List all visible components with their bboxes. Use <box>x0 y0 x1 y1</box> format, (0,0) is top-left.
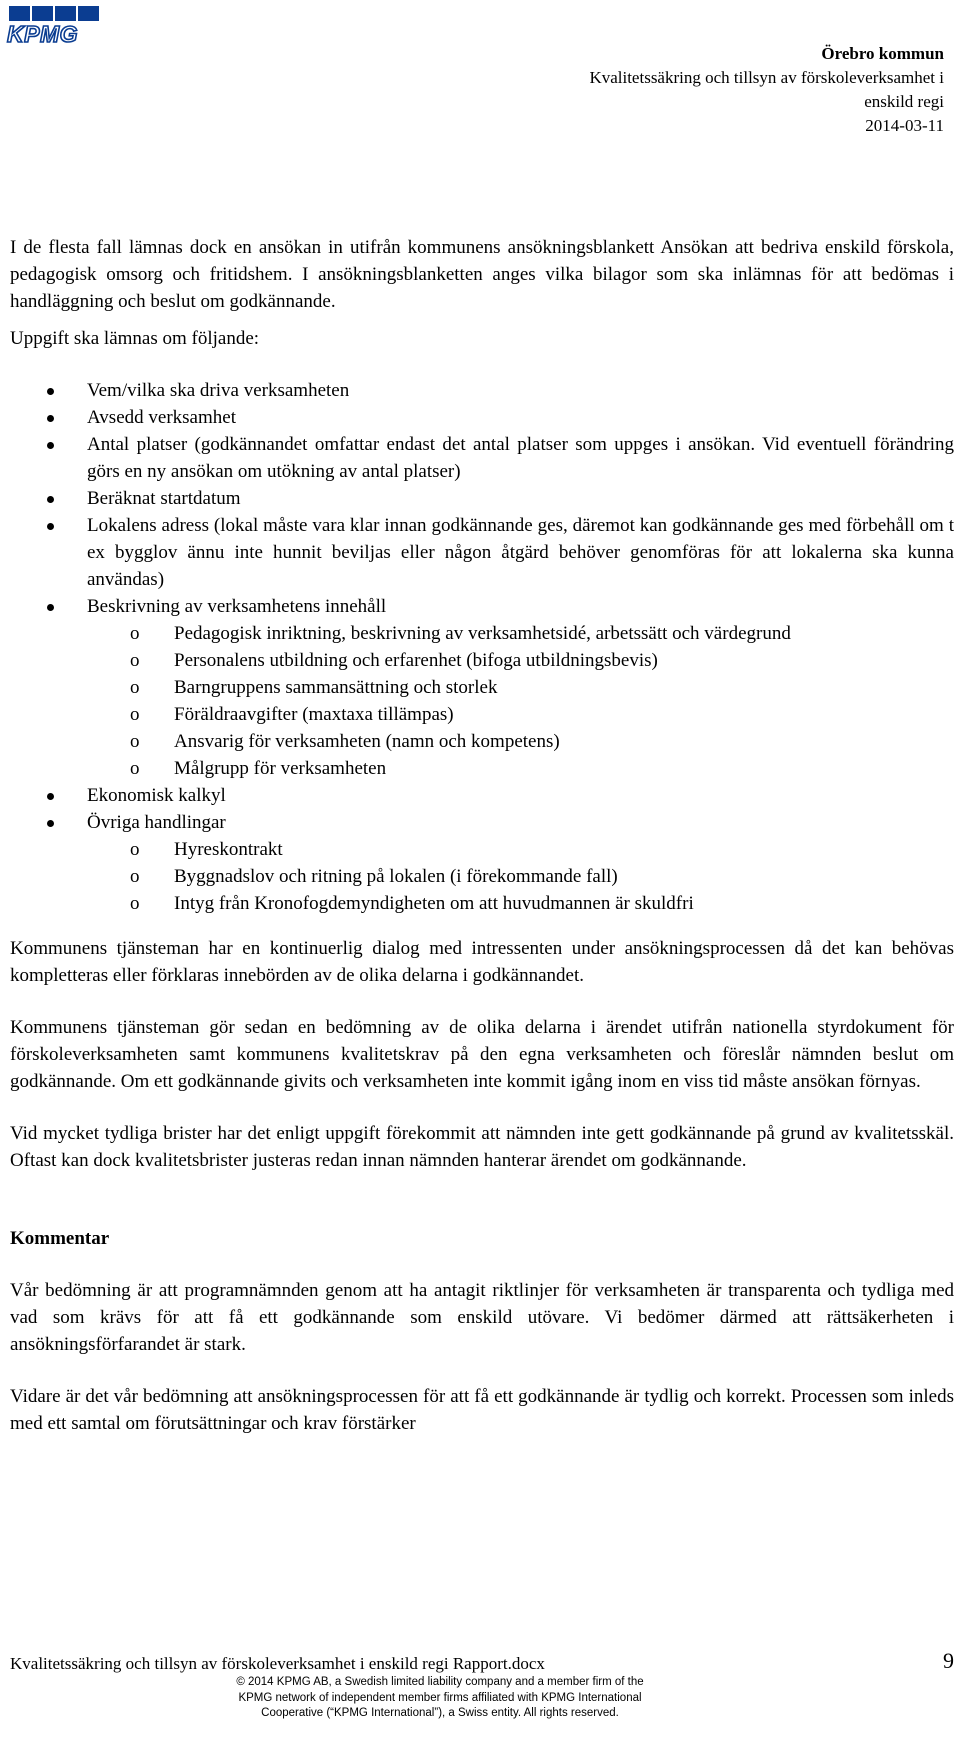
kpmg-logo <box>5 6 105 46</box>
sub-list-item: o Ansvarig för verksamheten (namn och kompetens) <box>130 731 560 752</box>
header-organization: Örebro kommun <box>821 44 944 63</box>
sub-list-item: o Personalens utbildning och erfarenhet (bifoga utbildningsbevis) <box>130 650 658 671</box>
paragraph-bedomning: Kommunens tjänsteman gör sedan en bedömning av de olika delarna i ärendet utifrån nationella styrdokument för förskoleverksamheten samt kommunens kvalitetskrav på den egna verksamheten och föreslår nämnden beslut om godkännande. Om ett godkännande givits och verksamheten inte kommit igång inom en viss tid måste ansökan förnyas. <box>10 1017 954 1092</box>
sub-list-item: o Hyreskontrakt <box>130 839 283 860</box>
header-date: 2014-03-11 <box>865 116 944 135</box>
copyright-line: © 2014 KPMG AB, a Swedish limited liability company and a member firm of the <box>236 1676 644 1688</box>
sub-list-item: o Barngruppens sammansättning och storlek <box>130 677 498 698</box>
paragraph-ansokan: I de flesta fall lämnas dock en ansökan in utifrån kommunens ansökningsblankett Ansökan att bedriva enskild förskola, pedagogisk omsorg och fritidshem. I ansökningsblanketten anges vilka bilagor som ska inlämnas för att bedömas i handläggning och beslut om godkännande. <box>10 237 954 312</box>
paragraph-dialog: Kommunens tjänsteman har en kontinuerlig dialog med intressenten under ansökningsprocessen då det kan behövas kompletteras eller förklaras innebörden av de olika delarna i godkännandet. <box>10 938 954 986</box>
page-header <box>589 42 944 138</box>
page-number: 9 <box>943 1648 954 1673</box>
copyright-line: Cooperative (“KPMG International”), a Swiss entity. All rights reserved. <box>261 1707 619 1719</box>
list-item: Lokalens adress (lokal måste vara klar innan godkännande ges, däremot kan godkännande ges med förbehåll om t ex bygglov ännu inte hunnit beviljas eller någon åtgärd behöver genomföras för att lokalerna ska kunna användas) <box>10 512 954 593</box>
paragraph-uppgift: Uppgift ska lämnas om följande: <box>10 328 260 349</box>
paragraph-vidare: Vidare är det vår bedömning att ansökningsprocessen för att få ett godkännande är tydlig och korrekt. Processen som inleds med ett samtal om förutsättningar och krav förstärker <box>10 1386 954 1434</box>
kpmg-logo-text: KPMG <box>7 21 78 46</box>
list-item: Antal platser (godkännandet omfattar endast det antal platser som uppges i ansökan. Vid eventuell förändring görs en ny ansökan om utökning av antal platser) <box>10 431 954 485</box>
list-item: Beskrivning av verksamhetens innehåll o Pedagogisk inriktning, beskrivning av verksamhetsidé, arbetssätt och värdegrund o Personalens utbildning och erfarenhet (bifoga utbildningsbevis) o Barngruppens sammansättning och storlek o Föräldraavgifter (maxtaxa tillämpas) o Ansvarig för verksamheten (namn och kompetens) o Målgrupp för verksamheten <box>10 593 954 782</box>
sub-list-item: o Pedagogisk inriktning, beskrivning av verksamhetsidé, arbetssätt och värdegrund <box>130 623 791 644</box>
header-title-line-2: enskild regi <box>864 92 944 111</box>
document-body <box>10 234 954 1437</box>
list-item: Ekonomisk kalkyl <box>10 782 954 809</box>
header-title-line-1: Kvalitetssäkring och tillsyn av förskoleverksamhet i <box>589 68 944 87</box>
sub-list-item: o Föräldraavgifter (maxtaxa tillämpas) <box>130 704 454 725</box>
copyright-line: KPMG network of independent member firms affiliated with KPMG International <box>238 1691 642 1704</box>
sub-list-item: o Byggnadslov och ritning på lokalen (i förekommande fall) <box>130 866 618 887</box>
list-item: Beräknat startdatum <box>10 485 954 512</box>
list-item: Övriga handlingar o Hyreskontrakt o Byggnadslov och ritning på lokalen (i förekommande fall) o Intyg från Kronofogdemyndigheten om att huvudmannen är skuldfri <box>10 809 954 917</box>
sub-list-item: o Intyg från Kronofogdemyndigheten om att huvudmannen är skuldfri <box>130 893 694 914</box>
sub-list-item: o Målgrupp för verksamheten <box>130 758 387 779</box>
paragraph-kommentar: Vår bedömning är att programnämnden genom att ha antagit riktlinjer för verksamheten är transparenta och tydliga med vad som krävs för att få ett godkännande som enskild utövare. Vi bedömer därmed att rättsäkerheten i ansökningsförfarandet är stark. <box>10 1280 954 1355</box>
list-item: Vem/vilka ska driva verksamheten <box>10 377 954 404</box>
footer-filename: Kvalitetssäkring och tillsyn av förskoleverksamhet i enskild regi Rapport.docx <box>10 1654 545 1673</box>
requirements-list <box>10 377 954 917</box>
sublist-ovriga <box>87 836 954 917</box>
sublist-beskrivning <box>87 620 954 782</box>
kommentar-heading: Kommentar <box>10 1228 110 1249</box>
list-item: Avsedd verksamhet <box>10 404 954 431</box>
copyright-notice <box>120 1675 760 1722</box>
paragraph-brister: Vid mycket tydliga brister har det enligt uppgift förekommit att nämnden inte gett godkännande på grund av kvalitetsskäl. Oftast kan dock kvalitetsbrister justeras redan innan nämnden hanterar ärendet om godkännande. <box>10 1123 954 1171</box>
